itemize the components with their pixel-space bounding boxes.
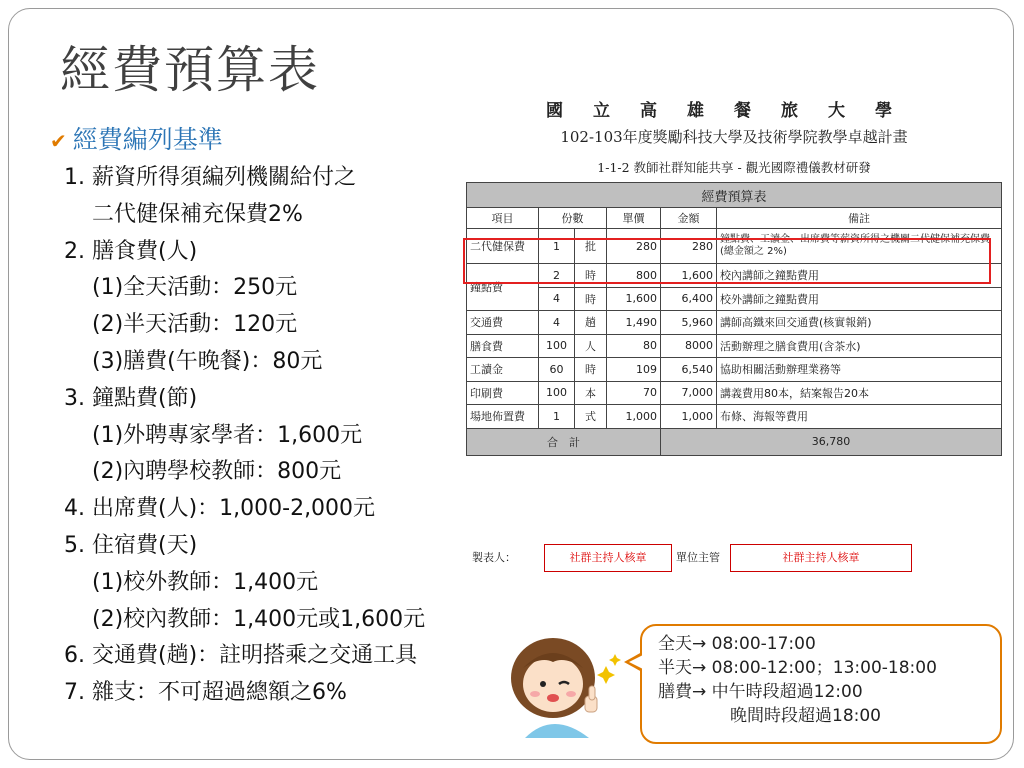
cell-note: 講師高鐵來回交通費(核實報銷) xyxy=(717,311,1002,335)
criteria-item: 3. 鐘點費(節) xyxy=(64,385,198,411)
school-name: 國立高雄餐旅大學 xyxy=(546,101,922,121)
slide-title: 經費預算表 xyxy=(60,41,320,99)
cell-price: 1,000 xyxy=(607,405,661,429)
cell-unit: 時 xyxy=(575,264,607,288)
bubble-text xyxy=(658,632,937,728)
criteria-item: 6. 交通費(趟)：註明搭乘之交通工具 xyxy=(64,643,418,669)
cell-amount: 280 xyxy=(661,229,717,264)
cell-note: 講義費用80本，結案報告20本 xyxy=(717,381,1002,405)
criteria-item: (1)校外教師：1,400元 xyxy=(92,569,319,595)
cell-item: 膳食費 xyxy=(467,334,539,358)
cell-qty: 4 xyxy=(539,311,575,335)
section-heading-text: 經費編列基準 xyxy=(72,125,223,154)
cell-price: 1,600 xyxy=(607,287,661,311)
bubble-line-full-day: 全天→ 08:00-17:00 xyxy=(658,634,816,654)
maker-stamp: 社群主持人核章 xyxy=(544,544,672,572)
cell-qty: 1 xyxy=(539,229,575,264)
cell-amount: 1,000 xyxy=(661,405,717,429)
table-row xyxy=(467,381,1002,405)
table-row xyxy=(467,358,1002,382)
maker-label: 製表人： xyxy=(472,551,516,564)
cell-note: 協助相關活動辦理業務等 xyxy=(717,358,1002,382)
cell-amount: 7,000 xyxy=(661,381,717,405)
cell-unit: 批 xyxy=(575,229,607,264)
total-value: 36,780 xyxy=(661,428,1002,455)
cell-item: 鐘點費 xyxy=(467,264,539,311)
cell-amount: 6,540 xyxy=(661,358,717,382)
checkmark-icon: ✔ xyxy=(50,129,67,153)
cell-item: 場地佈置費 xyxy=(467,405,539,429)
cell-unit: 時 xyxy=(575,358,607,382)
bubble-line-meal: 膳費→ 中午時段超過12:00 xyxy=(658,682,863,702)
total-label: 合 計 xyxy=(467,428,661,455)
criteria-item: (1)外聘專家學者：1,600元 xyxy=(92,422,363,448)
cell-amount: 5,960 xyxy=(661,311,717,335)
cell-price: 109 xyxy=(607,358,661,382)
header-qty: 份數 xyxy=(539,208,607,229)
criteria-item: (2)半天活動：120元 xyxy=(92,312,298,338)
supervisor-label: 單位主管 xyxy=(676,551,720,564)
header-amount: 金額 xyxy=(661,208,717,229)
cell-note: 校內講師之鐘點費用 xyxy=(717,264,1002,288)
program-name: 102-103年度獎勵科技大學及技術學院教學卓越計畫 xyxy=(560,128,908,146)
budget-table xyxy=(466,182,1002,456)
criteria-item: (2)內聘學校教師：800元 xyxy=(92,459,342,485)
cell-unit: 趟 xyxy=(575,311,607,335)
cell-price: 80 xyxy=(607,334,661,358)
criteria-item: 2. 膳食費(人) xyxy=(64,238,198,264)
table-caption: 經費預算表 xyxy=(467,183,1002,208)
cell-note: 活動辦理之膳食費用(含茶水) xyxy=(717,334,1002,358)
table-row xyxy=(467,311,1002,335)
bubble-line-evening: 晚間時段超過18:00 xyxy=(730,706,881,726)
criteria-list xyxy=(64,160,425,712)
criteria-item: 4. 出席費(人)：1,000-2,000元 xyxy=(64,496,376,522)
cell-qty: 100 xyxy=(539,334,575,358)
bubble-line-half-day: 半天→ 08:00-12:00；13:00-18:00 xyxy=(658,658,937,678)
cell-price: 800 xyxy=(607,264,661,288)
criteria-item: 1. 薪資所得須編列機關給付之 xyxy=(64,165,356,190)
cell-item: 交通費 xyxy=(467,311,539,335)
cell-unit: 式 xyxy=(575,405,607,429)
table-header-row xyxy=(467,208,1002,229)
cell-qty: 1 xyxy=(539,405,575,429)
header-item: 項目 xyxy=(467,208,539,229)
cell-qty: 100 xyxy=(539,381,575,405)
cell-amount: 1,600 xyxy=(661,264,717,288)
project-name: 1-1-2 教師社群知能共享 - 觀光國際禮儀教材研發 xyxy=(597,160,871,175)
header-price: 單價 xyxy=(607,208,661,229)
table-row xyxy=(467,287,1002,311)
cell-item: 二代健保費 xyxy=(467,229,539,264)
cell-unit: 本 xyxy=(575,381,607,405)
criteria-item: (2)校內教師：1,400元或1,600元 xyxy=(92,606,426,632)
cell-note: 鐘點費、工讀金、出席費等薪資所得之機關二代健保補充保費(總金額之 2%) xyxy=(717,229,1002,264)
cell-amount: 8000 xyxy=(661,334,717,358)
cell-qty: 60 xyxy=(539,358,575,382)
cell-note: 校外講師之鐘點費用 xyxy=(717,287,1002,311)
criteria-item: (1)全天活動：250元 xyxy=(92,275,298,301)
cell-note: 布條、海報等費用 xyxy=(717,405,1002,429)
time-note-bubble xyxy=(640,624,1002,744)
cell-price: 1,490 xyxy=(607,311,661,335)
cell-amount: 6,400 xyxy=(661,287,717,311)
table-row xyxy=(467,334,1002,358)
criteria-item: 5. 住宿費(天) xyxy=(64,532,198,558)
cell-qty: 4 xyxy=(539,287,575,311)
cell-qty: 2 xyxy=(539,264,575,288)
table-row xyxy=(467,405,1002,429)
cell-item: 工讀金 xyxy=(467,358,539,382)
criteria-item: 二代健保補充保費2% xyxy=(92,201,303,227)
cell-price: 280 xyxy=(607,229,661,264)
girl-thumbs-up-icon xyxy=(505,628,625,738)
cell-unit: 時 xyxy=(575,287,607,311)
cell-unit: 人 xyxy=(575,334,607,358)
criteria-item: (3)膳費(午晚餐)：80元 xyxy=(92,348,323,374)
supervisor-stamp: 社群主持人核章 xyxy=(730,544,912,572)
highlight-box xyxy=(463,238,991,284)
header-note: 備註 xyxy=(717,208,1002,229)
total-row xyxy=(467,428,1002,455)
cell-price: 70 xyxy=(607,381,661,405)
section-heading xyxy=(50,120,223,156)
cell-item: 印刷費 xyxy=(467,381,539,405)
criteria-item: 7. 雜支：不可超過總額之6% xyxy=(64,680,347,706)
